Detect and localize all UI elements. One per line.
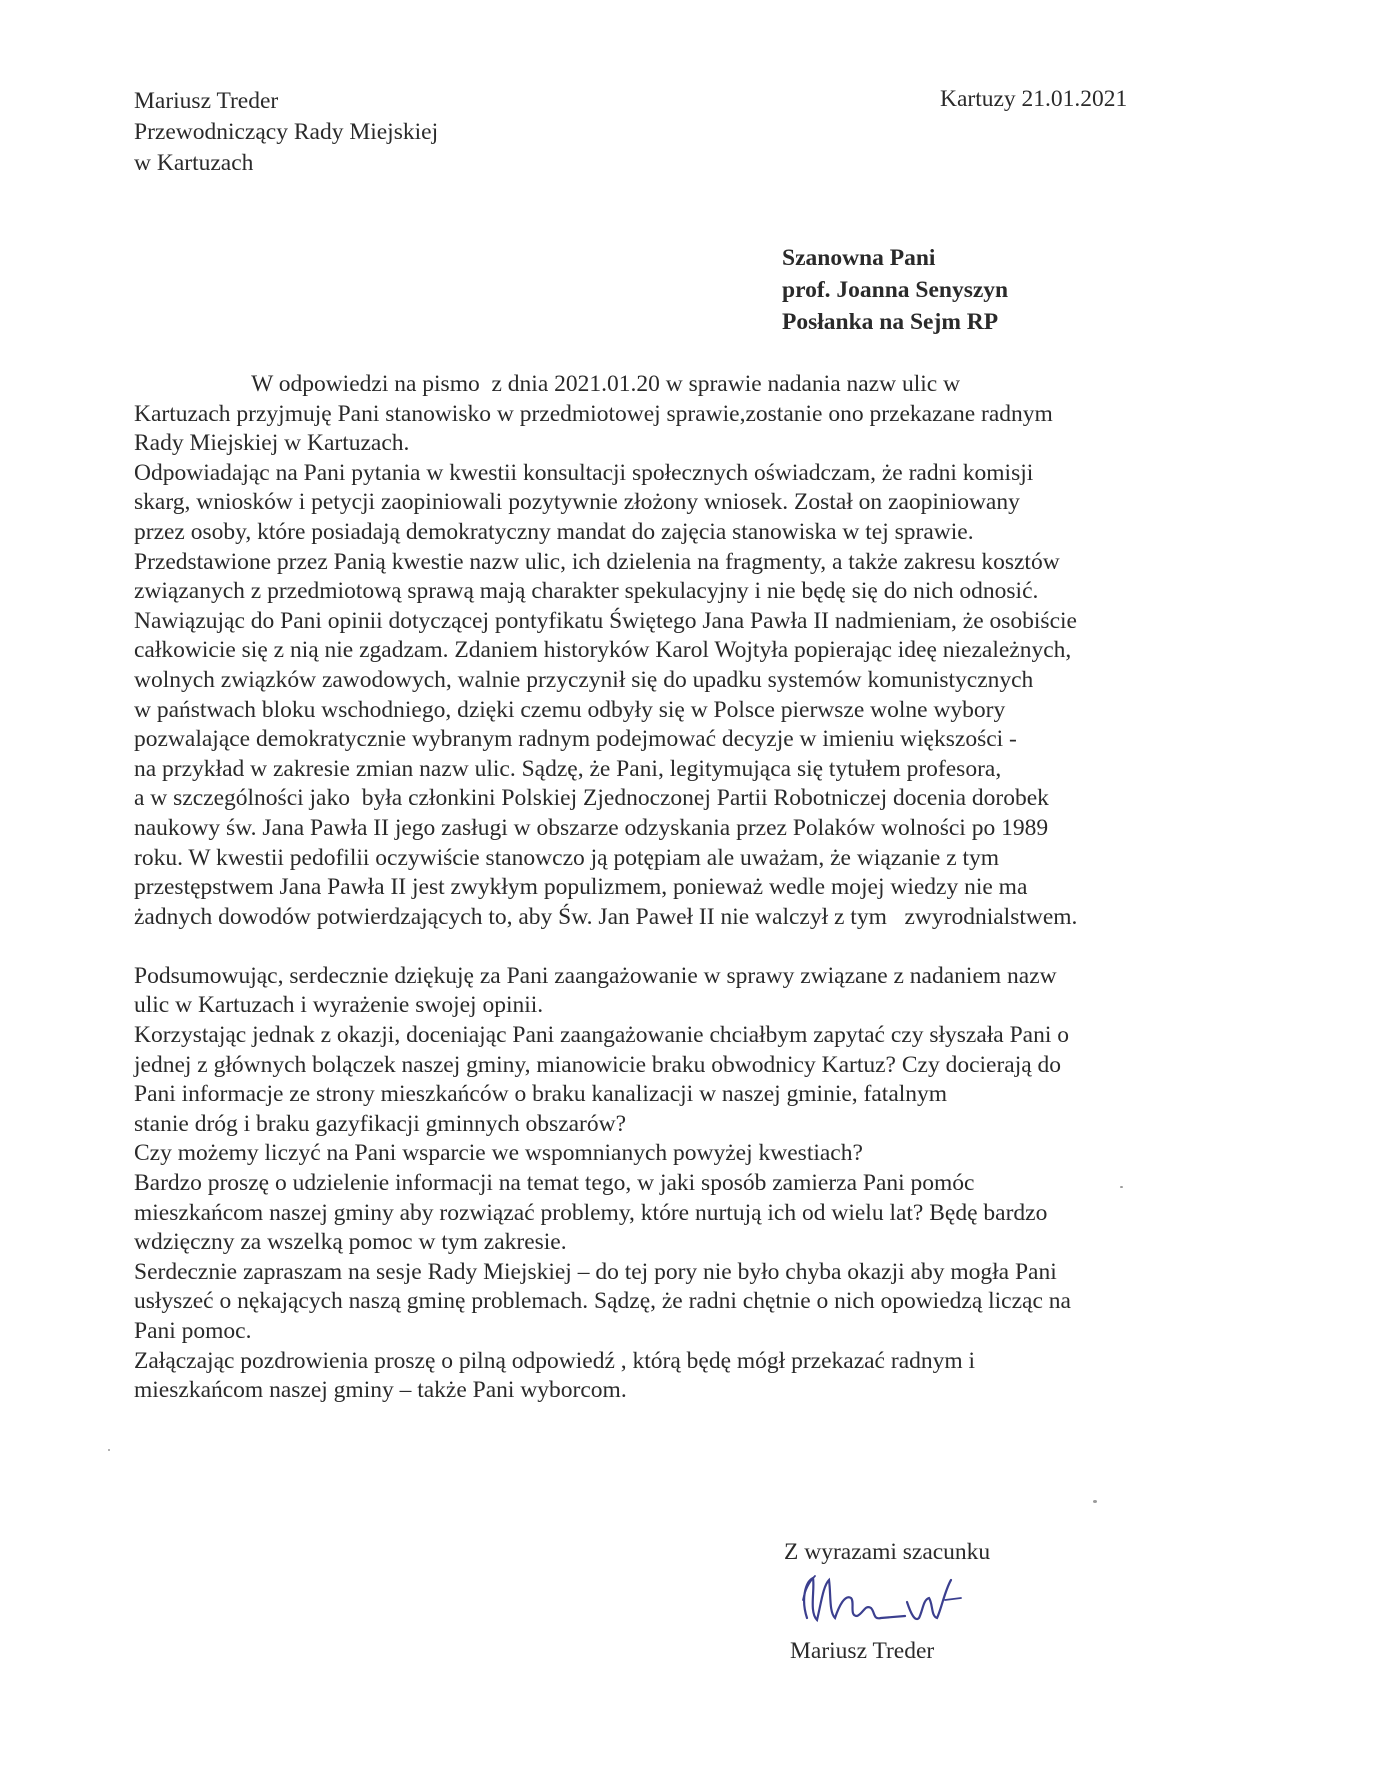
body-line: żadnych dowodów potwierdzających to, aby Św. Jan Paweł II nie walczył z tym zwyrodnialstwem. (134, 903, 1078, 930)
scan-speck (108, 1449, 110, 1451)
body-line: Podsumowując, serdecznie dziękuję za Pani zaangażowanie w sprawy związane z nadaniem nazw (134, 962, 1057, 989)
body-line: Nawiązując do Pani opinii dotyczącej pontyfikatu Świętego Jana Pawła II nadmieniam, że osobiście (134, 607, 1077, 634)
sender-name: Mariusz Treder (134, 88, 279, 114)
body-line: roku. W kwestii pedofilii oczywiście stanowczo ją potępiam ale uważam, że wiązanie z tym (134, 844, 1000, 871)
body-line: skarg, wniosków i petycji zaopiniowali pozytywnie złożony wniosek. Został on zaopiniowany (134, 489, 1020, 516)
scan-speck (1120, 1186, 1123, 1188)
body-line: Pani pomoc. (134, 1318, 252, 1344)
body-line: na przykład w zakresie zmian nazw ulic. Sądzę, że Pani, legitymująca się tytułem profesora, (134, 755, 1002, 782)
recipient-salutation: Szanowna Pani (782, 245, 936, 271)
body-line: wolnych związków zawodowych, walnie przyczynił się do upadku systemów komunistycznych (134, 666, 1034, 693)
body-line: Rady Miejskiej w Kartuzach. (134, 430, 410, 457)
closing-phrase: Z wyrazami szacunku (784, 1539, 991, 1565)
body-line: W odpowiedzi na pismo z dnia 2021.01.20 w sprawie nadania nazw ulic w (134, 371, 961, 397)
body-line: przez osoby, które posiadają demokratyczny mandat do zajęcia stanowiska w tej sprawie. (134, 518, 974, 545)
body-line: ulic w Kartuzach i wyrażenie swojej opinii. (134, 992, 544, 1019)
body-line: związanych z przedmiotową sprawą mają charakter spekulacyjny i nie będę się do nich odnosić. (134, 578, 1039, 605)
body-line: w państwach bloku wschodniego, dzięki czemu odbyły się w Polsce pierwsze wolne wybory (134, 696, 1006, 723)
sender-location: w Kartuzach (134, 150, 254, 176)
letter-body (134, 370, 1077, 1406)
body-line: mieszkańcom naszej gminy – także Pani wyborcom. (134, 1377, 627, 1404)
body-line: pozwalające demokratycznie wybranym radnym podejmować decyzje w imieniu większości - (134, 726, 1017, 753)
scan-speck (1093, 1500, 1097, 1503)
recipient-name: prof. Joanna Senyszyn (782, 277, 1009, 303)
body-line: Przedstawione przez Panią kwestie nazw ulic, ich dzielenia na fragmenty, a także zakresu kosztów (134, 548, 1060, 575)
body-line: Załączając pozdrowienia proszę o pilną odpowiedź , którą będę mógł przekazać radnym i (134, 1347, 976, 1374)
paragraph-gap (134, 932, 1077, 962)
body-line: wdzięczny za wszelką pomoc w tym zakresie. (134, 1229, 567, 1256)
body-line: a w szczególności jako była członkini Polskiej Zjednoczonej Partii Robotniczej docenia dorobek (134, 785, 1049, 812)
body-line: Czy możemy liczyć na Pani wsparcie we wspomnianych powyżej kwestiach? (134, 1140, 863, 1167)
body-line: Odpowiadając na Pani pytania w kwestii konsultacji społecznych oświadczam, że radni komisji (134, 459, 1034, 486)
body-line: naukowy św. Jana Pawła II jego zasługi w obszarze odzyskania przez Polaków wolności po 1989 (134, 814, 1049, 841)
body-line: Kartuzach przyjmuję Pani stanowisko w przedmiotowej sprawie,zostanie ono przekazane radnym (134, 400, 1053, 427)
body-line: przestępstwem Jana Pawła II jest zwykłym populizmem, ponieważ wedle mojej wiedzy nie ma (134, 874, 1028, 901)
body-line: stanie dróg i braku gazyfikacji gminnych obszarów? (134, 1110, 627, 1137)
body-line: usłyszeć o nękających naszą gminę problemach. Sądzę, że radni chętnie o nich opowiedzą licząc na (134, 1288, 1071, 1315)
body-line: Serdecznie zapraszam na sesje Rady Miejskiej – do tej pory nie było chyba okazji aby mogła Pani (134, 1258, 1057, 1285)
body-line: jednej z głównych bolączek naszej gminy, mianowicie braku obwodnicy Kartuz? Czy docierają do (134, 1051, 1062, 1078)
recipient-block (782, 242, 1008, 338)
signer-name: Mariusz Treder (790, 1638, 935, 1664)
sender-block (134, 86, 438, 179)
handwritten-signature (795, 1560, 970, 1640)
body-line: Korzystając jednak z okazji, doceniając Pani zaangażowanie chciałbym zapytać czy słyszała Pani o (134, 1022, 1069, 1049)
body-line: mieszkańcom naszej gminy aby rozwiązać problemy, które nurtują ich od wielu lat? Będę bardzo (134, 1199, 1048, 1226)
recipient-title: Posłanka na Sejm RP (782, 309, 999, 335)
body-line: Bardzo proszę o udzielenie informacji na temat tego, w jaki sposób zamierza Pani pomóc (134, 1170, 975, 1197)
sender-title: Przewodniczący Rady Miejskiej (134, 119, 439, 145)
body-line: całkowicie się z nią nie zgadzam. Zdaniem historyków Karol Wojtyła popierając ideę niezależnych, (134, 637, 1072, 664)
letter-date: Kartuzy 21.01.2021 (940, 86, 1128, 112)
body-line: Pani informacje ze strony mieszkańców o braku kanalizacji w naszej gminie, fatalnym (134, 1081, 948, 1108)
